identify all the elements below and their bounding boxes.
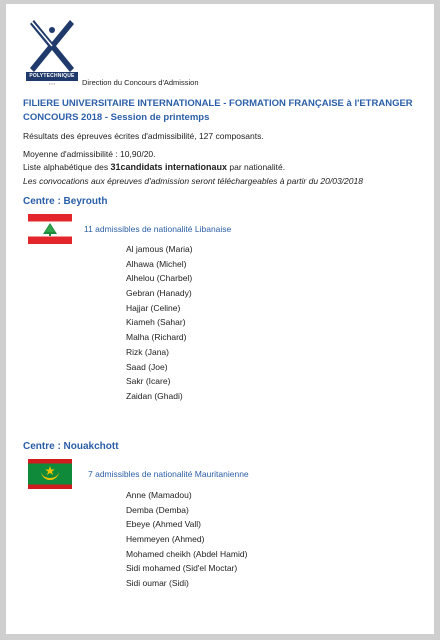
list-item: Malha (Richard) — [126, 332, 187, 343]
list-item: Alhawa (Michel) — [126, 258, 187, 269]
names-list-beyrouth — [126, 242, 193, 404]
list-text — [23, 162, 285, 172]
names-list-nouakchott — [126, 488, 247, 591]
direction-label: Direction du Concours d'Admission — [82, 78, 199, 87]
list-item: Sidi mohamed (Sid'el Moctar) — [126, 563, 238, 574]
centre-nouakchott-title: Centre : Nouakchott — [23, 441, 119, 452]
logo-text: POLYTECHNIQUE — [26, 72, 78, 81]
list-item: Al jamous (Maria) — [126, 244, 193, 254]
centre-beyrouth-title: Centre : Beyrouth — [23, 196, 108, 207]
list-count: 31candidats internationaux — [110, 162, 227, 172]
list-item: Hajjar (Celine) — [126, 302, 181, 313]
document-title: FILIERE UNIVERSITAIRE INTERNATIONALE - FORMATION FRANÇAISE à l'ETRANGER — [23, 98, 413, 109]
list-item: Mohamed cheikh (Abdel Hamid) — [126, 548, 248, 559]
admissibles-lebanon: 11 admissibles de nationalité Libanaise — [84, 224, 232, 234]
logo-subtext: ▪ ▪ ▪ — [49, 82, 55, 86]
list-item: Demba (Demba) — [126, 504, 189, 515]
document-subtitle: CONCOURS 2018 - Session de printemps — [23, 112, 210, 123]
lebanon-flag-icon — [28, 214, 72, 244]
admissibles-mauritania: 7 admissibles de nationalité Mauritanienne — [88, 469, 249, 479]
convocations-note: Les convocations aux épreuves d'admission seront téléchargeables à partir du 20/03/2018 — [23, 176, 363, 186]
list-item: Rizk (Jana) — [126, 346, 169, 357]
list-item: Hemmeyen (Ahmed) — [126, 534, 205, 545]
list-prefix: Liste alphabétique des — [23, 162, 109, 172]
list-item: Anne (Mamadou) — [126, 490, 192, 500]
average-text: Moyenne d'admissibilité : 10,90/20. — [23, 149, 156, 159]
list-suffix: par nationalité. — [229, 162, 286, 172]
list-item: Alhelou (Charbel) — [126, 273, 193, 284]
list-item: Sidi oumar (Sidi) — [126, 578, 189, 589]
list-item: Gebran (Hanady) — [126, 288, 192, 299]
results-text: Résultats des épreuves écrites d'admissibilité, 127 composants. — [23, 131, 264, 141]
mauritania-flag-icon — [28, 459, 72, 489]
list-item: Kiameh (Sahar) — [126, 317, 186, 328]
document-page — [6, 4, 434, 634]
list-item: Ebeye (Ahmed Vall) — [126, 519, 201, 530]
list-item: Zaidan (Ghadi) — [126, 390, 183, 401]
list-item: Saad (Joe) — [126, 361, 168, 372]
list-item: Sakr (Icare) — [126, 376, 171, 387]
